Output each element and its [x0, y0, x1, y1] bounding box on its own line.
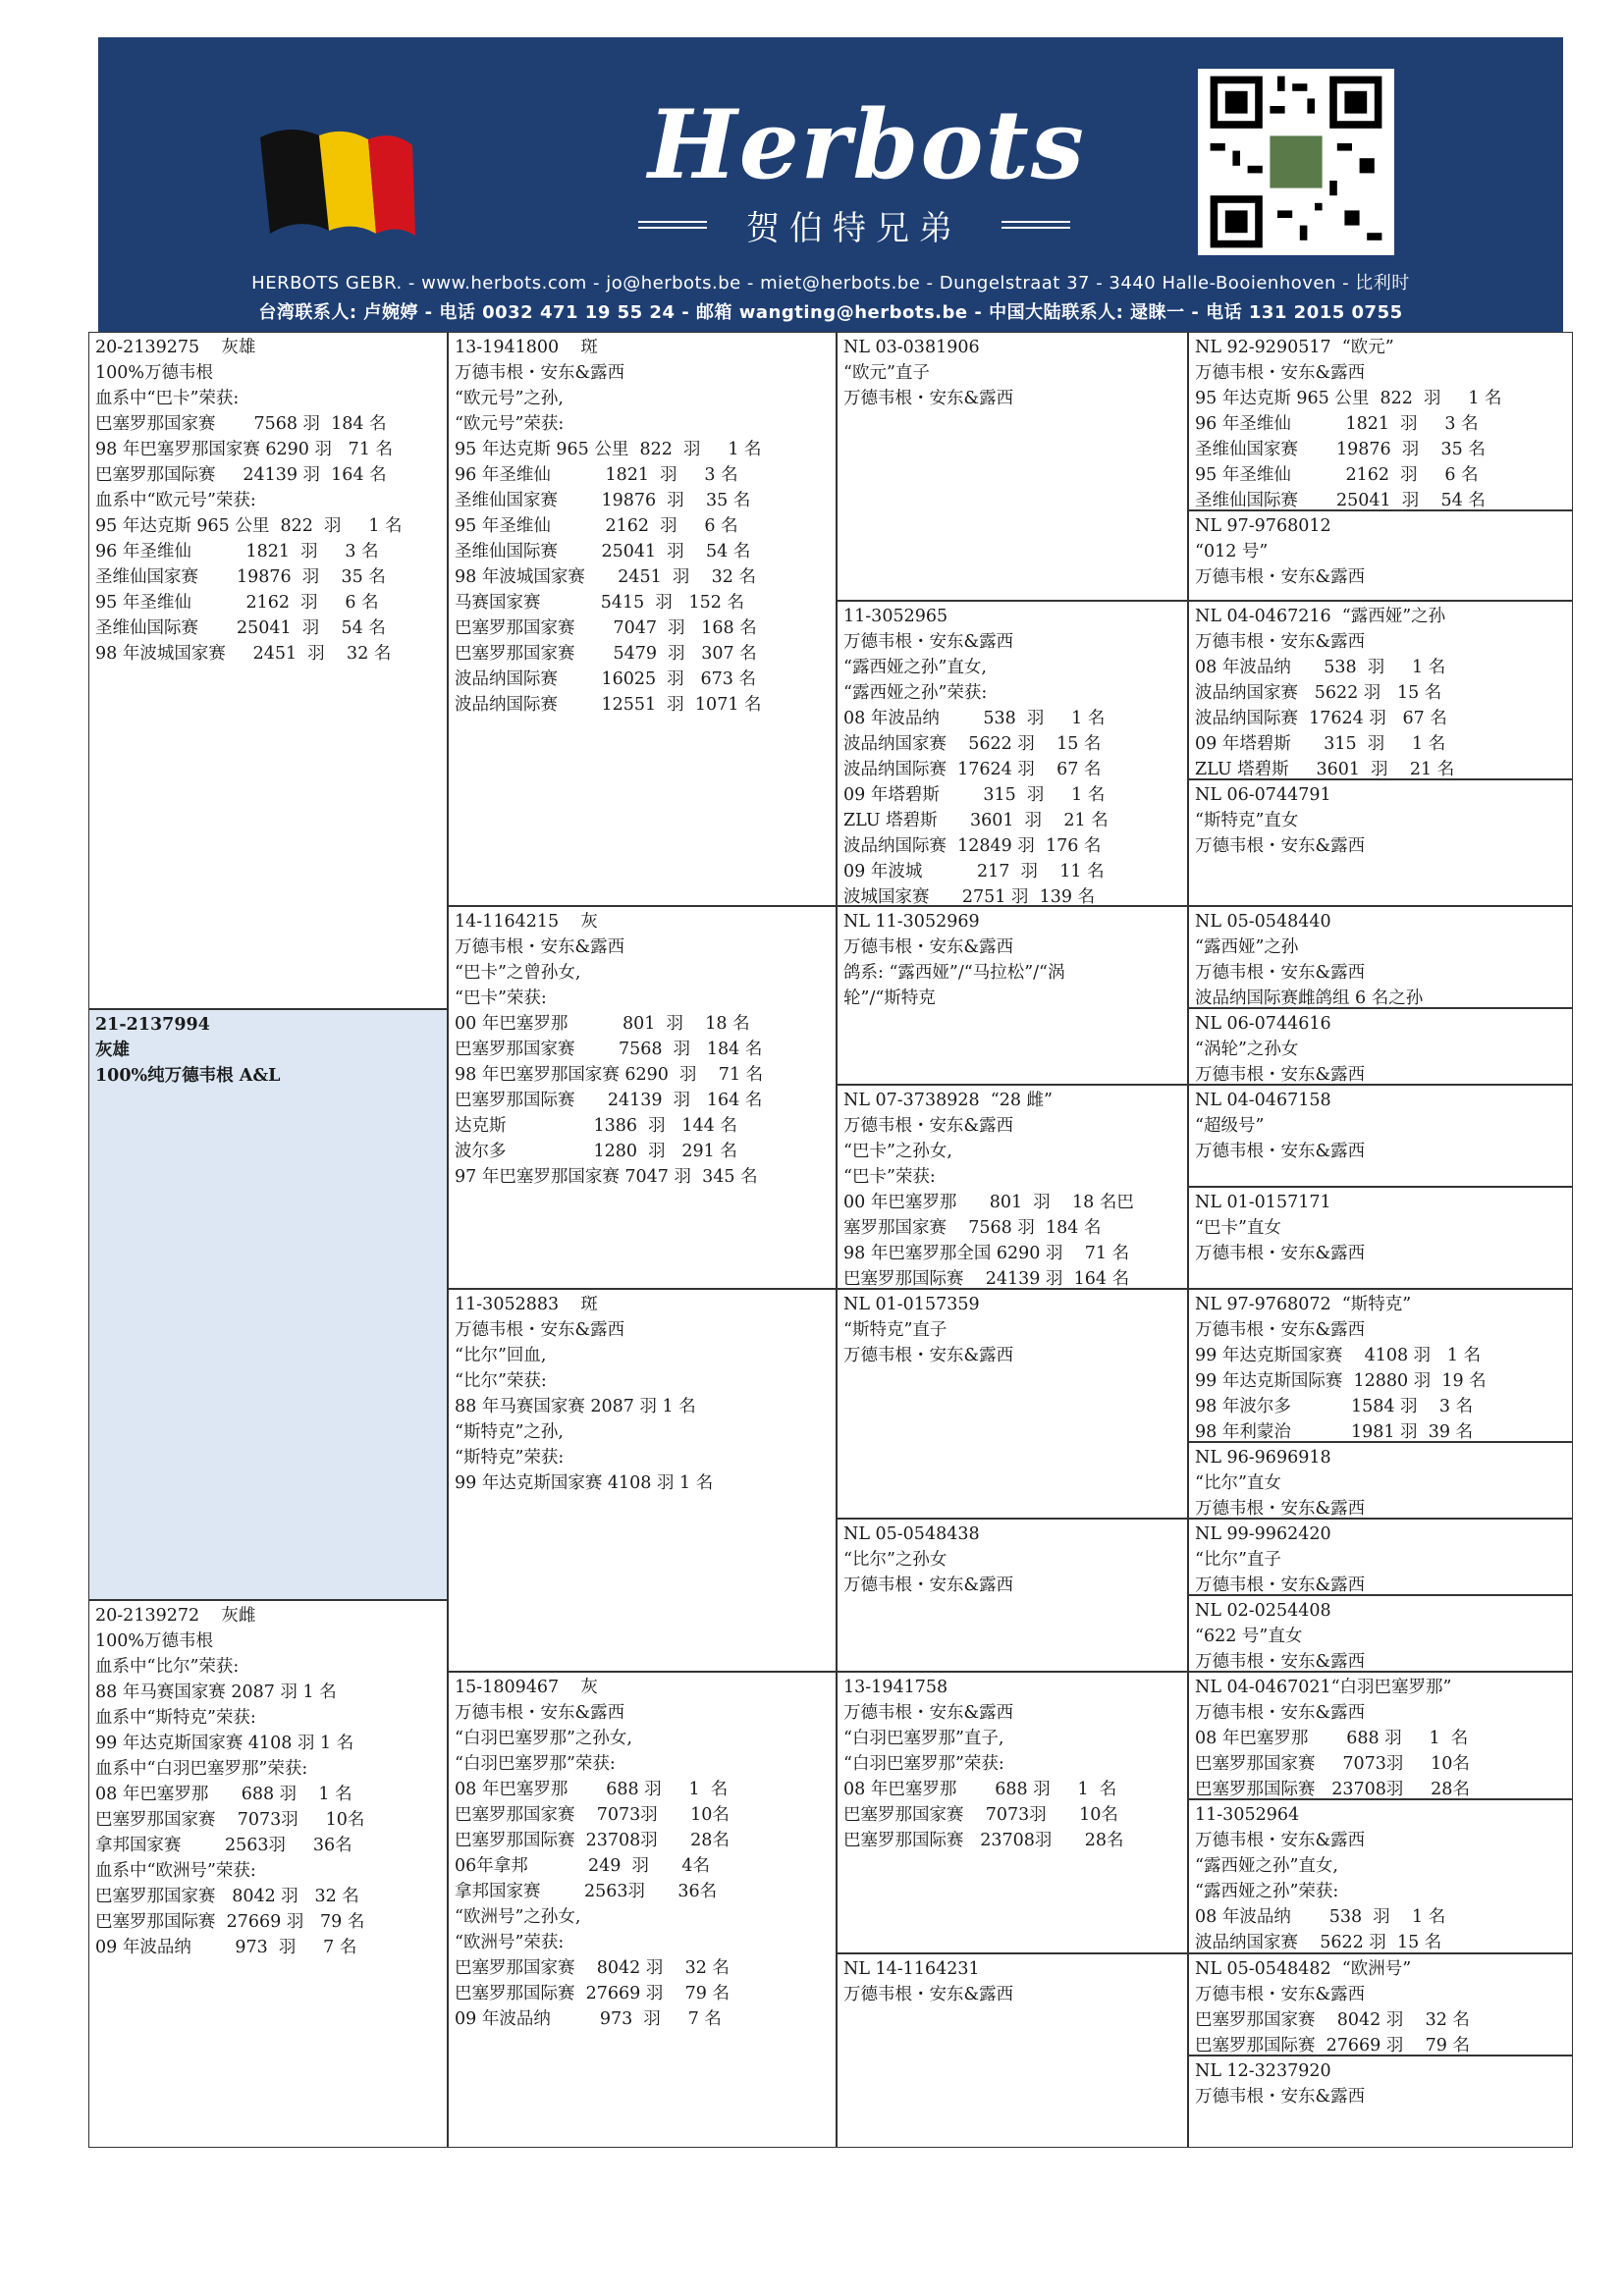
pedigree-line: 96 年圣维仙 1821 羽 3 名: [1195, 414, 1479, 434]
pedigree-line: 99 年达克斯国际赛 12880 羽 19 名: [1195, 1371, 1487, 1391]
pedigree-line: 万德韦根・安东&露西: [1195, 963, 1366, 983]
pedigree-line: ZLU 塔碧斯 3601 羽 21 名: [843, 811, 1109, 830]
pedigree-line: 95 年圣维仙 2162 羽 6 名: [455, 516, 738, 536]
pedigree-line: 波品纳国际赛雌鸽组 6 名之孙: [1195, 988, 1424, 1008]
pedigree-cell-gen4: [1188, 906, 1573, 1008]
pedigree-cell-gen4: [1188, 1289, 1573, 1442]
pedigree-line: 13-1941758: [843, 1678, 948, 1697]
pedigree-line: 14-1164215 灰: [455, 912, 598, 932]
pedigree-line: “622 号”直女: [1195, 1627, 1303, 1646]
pedigree-line: “巴卡”直女: [1195, 1218, 1281, 1238]
pedigree-line: 95 年达克斯 965 公里 822 羽 1 名: [95, 516, 403, 536]
pedigree-cell-gen3: [837, 1953, 1188, 2148]
pedigree-line: 血系中“欧洲号”荣获:: [95, 1861, 256, 1881]
pedigree-cell-gen4: [1188, 1442, 1573, 1519]
pedigree-line: NL 02-0254408: [1195, 1601, 1331, 1621]
pedigree-line: 95 年达克斯 965 公里 822 羽 1 名: [455, 440, 762, 459]
pedigree-line: NL 14-1164231: [843, 1959, 980, 1979]
pedigree-line: 万德韦根・安东&露西: [1195, 1652, 1366, 1672]
pedigree-line: “比尔”荣获:: [455, 1371, 547, 1391]
pedigree-line: 万德韦根・安东&露西: [1195, 632, 1366, 652]
pedigree-line: “欧元”直子: [843, 363, 930, 383]
pedigree-line: 98 年利蒙治 1981 羽 39 名: [1195, 1422, 1474, 1442]
pedigree-line: 万德韦根・安东&露西: [1195, 1065, 1366, 1085]
pedigree-cell-gen4: [1188, 2056, 1573, 2148]
pedigree-line: 圣维仙国家赛 19876 羽 35 名: [1195, 440, 1486, 459]
pedigree-line: 万德韦根・安东&露西: [843, 632, 1014, 652]
pedigree-cell-gen3: [837, 601, 1188, 906]
pedigree-line: 万德韦根・安东&露西: [843, 1703, 1014, 1723]
pedigree-line: 万德韦根・安东&露西: [1195, 836, 1366, 856]
pedigree-line: 塞罗那国家赛 7568 羽 184 名: [843, 1218, 1102, 1238]
pedigree-line: “欧元号”荣获:: [455, 414, 565, 434]
pedigree-line: 轮”/“斯特克: [843, 988, 936, 1008]
pedigree-line: 万德韦根・安东&露西: [1195, 1985, 1366, 2004]
pedigree-line: 万德韦根・安东&露西: [455, 363, 625, 383]
pedigree-cell-gen4: [1188, 1672, 1573, 1799]
pedigree-line: 血系中“白羽巴塞罗那”荣获:: [95, 1759, 308, 1779]
pedigree-line: “露西娅”之孙: [1195, 937, 1299, 957]
pedigree-line: 万德韦根・安东&露西: [455, 1320, 625, 1340]
pedigree-cell-dam: [88, 1600, 448, 2148]
pedigree-line: 巴塞罗那国际赛 27669 羽 79 名: [455, 1984, 730, 2003]
pedigree-line: 万德韦根・安东&露西: [1195, 1320, 1366, 1340]
pedigree-line: 09 年波品纳 973 羽 7 名: [455, 2009, 722, 2029]
pedigree-cell-gen2: [448, 906, 837, 1289]
pedigree-line: “比尔”回血,: [455, 1346, 547, 1365]
pedigree-line: 万德韦根・安东&露西: [843, 389, 1014, 408]
pedigree-line: 99 年达克斯国家赛 4108 羽 1 名: [1195, 1346, 1482, 1365]
pedigree-line: 11-3052965: [843, 607, 948, 626]
pedigree-line: 圣维仙国际赛 25041 羽 54 名: [455, 542, 751, 561]
pedigree-cell-gen3: [837, 1085, 1188, 1289]
pedigree-line: “欧元号”之孙,: [455, 389, 564, 408]
pedigree-line: 98 年波城国家赛 2451 羽 32 名: [455, 567, 756, 587]
pedigree-line: 00 年巴塞罗那 801 羽 18 名巴: [843, 1193, 1134, 1212]
qr-code-icon: [1198, 69, 1394, 255]
pedigree-line: NL 01-0157171: [1195, 1193, 1331, 1212]
pedigree-line: “欧洲号”之孙女,: [455, 1907, 581, 1927]
pedigree-line: 波品纳国际赛 17624 羽 67 名: [1195, 709, 1447, 728]
pedigree-line: 100%纯万德韦根 A&L: [95, 1066, 281, 1086]
pedigree-line: 97 年巴塞罗那国家赛 7047 羽 345 名: [455, 1167, 758, 1187]
pedigree-line: “巴卡”之孙女,: [843, 1142, 952, 1161]
pedigree-cell-gen2: [448, 1289, 837, 1672]
pedigree-line: 08 年波品纳 538 羽 1 名: [1195, 1907, 1446, 1927]
pedigree-line: 血系中“欧元号”荣获:: [95, 491, 256, 510]
pedigree-line: “白羽巴塞罗那”荣获:: [455, 1754, 616, 1774]
pedigree-cell-gen4: [1188, 779, 1573, 906]
pedigree-line: 万德韦根・安东&露西: [843, 937, 1014, 957]
pedigree-line: “超级号”: [1195, 1116, 1265, 1136]
belgian-flag-icon: [250, 118, 417, 245]
pedigree-line: NL 05-0548482 “欧洲号”: [1195, 1959, 1412, 1979]
pedigree-line: 08 年波品纳 538 羽 1 名: [843, 709, 1106, 728]
pedigree-line: NL 96-9696918: [1195, 1448, 1331, 1468]
pedigree-cell-gen4: [1188, 601, 1573, 779]
pedigree-line: 巴塞罗那国家赛 8042 羽 32 名: [95, 1887, 359, 1906]
pedigree-cell-gen4: [1188, 510, 1573, 601]
pedigree-line: 万德韦根・安东&露西: [843, 1116, 1014, 1136]
pedigree-line: 万德韦根・安东&露西: [1195, 1499, 1366, 1519]
pedigree-cell-subject: [88, 1009, 448, 1600]
pedigree-line: 波品纳国家赛 5622 羽 15 名: [1195, 683, 1442, 703]
pedigree-line: NL 01-0157359: [843, 1295, 980, 1314]
pedigree-line: 88 年马赛国家赛 2087 羽 1 名: [95, 1682, 337, 1702]
pedigree-line: 鸽系: “露西娅”/“马拉松”/“涡: [843, 963, 1065, 983]
pedigree-line: 波城国家赛 2751 羽 139 名: [843, 887, 1096, 906]
pedigree-line: 血系中“斯特克”荣获:: [95, 1708, 256, 1728]
pedigree-cell-gen4: [1188, 1519, 1573, 1595]
pedigree-cell-gen4: [1188, 1187, 1573, 1289]
pedigree-cell-gen4: [1188, 1953, 1573, 2056]
pedigree-line: 11-3052883 斑: [455, 1295, 598, 1314]
pedigree-line: 马赛国家赛 5415 羽 152 名: [455, 593, 745, 613]
pedigree-cell-gen4: [1188, 1799, 1573, 1953]
pedigree-line: 96 年圣维仙 1821 羽 3 名: [95, 542, 379, 561]
pedigree-line: NL 11-3052969: [843, 912, 980, 932]
pedigree-line: ZLU 塔碧斯 3601 羽 21 名: [1195, 760, 1455, 779]
pedigree-line: NL 06-0744616: [1195, 1014, 1331, 1034]
pedigree-line: 波品纳国际赛 12551 羽 1071 名: [455, 695, 762, 715]
pedigree-line: “露西娅之孙”荣获:: [1195, 1882, 1339, 1901]
pedigree-line: “露西娅之孙”直女,: [843, 658, 987, 677]
pedigree-line: “比尔”直子: [1195, 1550, 1281, 1570]
pedigree-line: “比尔”直女: [1195, 1473, 1281, 1493]
pedigree-line: 98 年巴塞罗那国家赛 6290 羽 71 名: [95, 440, 394, 459]
pedigree-line: 巴塞罗那国家赛 7073羽 10名: [1195, 1754, 1470, 1774]
pedigree-line: 圣维仙国家赛 19876 羽 35 名: [455, 491, 751, 510]
pedigree-line: 万德韦根・安东&露西: [1195, 363, 1366, 383]
pedigree-line: NL 04-0467021“白羽巴塞罗那”: [1195, 1678, 1452, 1697]
pedigree-line: “012 号”: [1195, 542, 1269, 561]
pedigree-line: 灰雄: [95, 1041, 130, 1060]
pedigree-line: 巴塞罗那国家赛 7047 羽 168 名: [455, 618, 757, 638]
pedigree-table: [88, 332, 1573, 2148]
pedigree-line: 99 年达克斯国家赛 4108 羽 1 名: [455, 1473, 714, 1493]
pedigree-line: 21-2137994: [95, 1015, 210, 1035]
pedigree-line: 波品纳国际赛 17624 羽 67 名: [843, 760, 1102, 779]
pedigree-line: 08 年巴塞罗那 688 羽 1 名: [1195, 1729, 1469, 1748]
pedigree-line: 波尔多 1280 羽 291 名: [455, 1142, 737, 1161]
pedigree-line: “巴卡”荣获:: [843, 1167, 936, 1187]
pedigree-line: NL 04-0467158: [1195, 1091, 1331, 1110]
pedigree-line: NL 03-0381906: [843, 338, 980, 357]
pedigree-line: “涡轮”之孙女: [1195, 1040, 1299, 1059]
pedigree-line: NL 92-9290517 “欧元”: [1195, 338, 1394, 357]
pedigree-line: 09 年波城 217 羽 11 名: [843, 862, 1105, 881]
pedigree-line: 巴塞罗那国际赛 24139 羽 164 名: [95, 465, 387, 485]
pedigree-line: “露西娅之孙”直女,: [1195, 1856, 1338, 1876]
pedigree-line: 100%万德韦根: [95, 363, 214, 383]
logo-word: Herbots: [648, 89, 1086, 200]
pedigree-line: 巴塞罗那国家赛 7073羽 10名: [95, 1810, 365, 1830]
pedigree-line: 06年拿邦 249 羽 4名: [455, 1856, 710, 1876]
pedigree-line: 08 年巴塞罗那 688 羽 1 名: [843, 1780, 1117, 1799]
pedigree-line: 巴塞罗那国际赛 27669 羽 79 名: [1195, 2036, 1470, 2056]
pedigree-line: 巴塞罗那国家赛 7568 羽 184 名: [455, 1040, 763, 1059]
pedigree-line: 09 年塔碧斯 315 羽 1 名: [843, 785, 1106, 805]
pedigree-line: 圣维仙国家赛 19876 羽 35 名: [95, 567, 386, 587]
pedigree-line: 98 年波尔多 1584 羽 3 名: [1195, 1397, 1474, 1416]
pedigree-line: NL 99-9962420: [1195, 1524, 1331, 1544]
pedigree-line: 96 年圣维仙 1821 羽 3 名: [455, 465, 738, 485]
pedigree-line: 圣维仙国际赛 25041 羽 54 名: [95, 618, 386, 638]
pedigree-line: 波品纳国家赛 5622 羽 15 名: [843, 734, 1102, 754]
pedigree-line: 万德韦根・安东&露西: [843, 1575, 1014, 1595]
pedigree-line: “斯特克”直子: [843, 1320, 947, 1340]
pedigree-line: 00 年巴塞罗那 801 羽 18 名: [455, 1014, 750, 1034]
header-banner: [98, 37, 1563, 332]
pedigree-line: 巴塞罗那国际赛 23708羽 28名: [843, 1831, 1124, 1850]
pedigree-line: 08 年巴塞罗那 688 羽 1 名: [95, 1785, 352, 1804]
pedigree-line: “露西娅之孙”荣获:: [843, 683, 988, 703]
pedigree-cell-gen2: [448, 1672, 837, 2148]
pedigree-line: 万德韦根・安东&露西: [843, 1985, 1014, 2004]
pedigree-cell-gen4: [1188, 332, 1573, 510]
pedigree-line: 达克斯 1386 羽 144 名: [455, 1116, 737, 1136]
pedigree-line: 88 年马赛国家赛 2087 羽 1 名: [455, 1397, 696, 1416]
pedigree-line: NL 04-0467216 “露西娅”之孙: [1195, 607, 1446, 626]
pedigree-line: NL 12-3237920: [1195, 2061, 1331, 2081]
pedigree-line: 万德韦根・安东&露西: [455, 1703, 625, 1723]
pedigree-line: 100%万德韦根: [95, 1631, 214, 1651]
pedigree-line: 98 年巴塞罗那国家赛 6290 羽 71 名: [455, 1065, 764, 1085]
contact-line-1: HERBOTS GEBR. - www.herbots.com - jo@herbots.be - miet@herbots.be - Dungelstraat 37 - 3440 Halle-Booienhoven - 比利时: [251, 273, 1410, 294]
pedigree-line: NL 07-3738928 “28 雌”: [843, 1091, 1053, 1110]
pedigree-cell-gen3: [837, 332, 1188, 601]
pedigree-line: “比尔”之孙女: [843, 1550, 947, 1570]
pedigree-cell-gen4: [1188, 1008, 1573, 1085]
pedigree-line: 巴塞罗那国家赛 7568 羽 184 名: [95, 414, 387, 434]
pedigree-line: 09 年波品纳 973 羽 7 名: [95, 1938, 357, 1957]
logo-chinese-name: 贺伯特兄弟: [648, 201, 1060, 249]
pedigree-line: 巴塞罗那国家赛 7073羽 10名: [455, 1805, 730, 1825]
pedigree-line: 09 年塔碧斯 315 羽 1 名: [1195, 734, 1446, 754]
pedigree-cell-gen3: [837, 906, 1188, 1085]
pedigree-line: “白羽巴塞罗那”之孙女,: [455, 1729, 632, 1748]
pedigree-line: “白羽巴塞罗那”荣获:: [843, 1754, 1004, 1774]
pedigree-line: 万德韦根・安东&露西: [1195, 1142, 1366, 1161]
pedigree-line: 巴塞罗那国际赛 24139 羽 164 名: [843, 1269, 1130, 1289]
pedigree-line: 巴塞罗那国际赛 23708羽 28名: [1195, 1780, 1470, 1799]
pedigree-line: 95 年圣维仙 2162 羽 6 名: [1195, 465, 1479, 485]
pedigree-line: 95 年圣维仙 2162 羽 6 名: [95, 593, 379, 613]
pedigree-line: 巴塞罗那国家赛 7073羽 10名: [843, 1805, 1118, 1825]
pedigree-line: 98 年波城国家赛 2451 羽 32 名: [95, 644, 392, 664]
pedigree-line: 99 年达克斯国家赛 4108 羽 1 名: [95, 1734, 354, 1753]
pedigree-line: 圣维仙国际赛 25041 羽 54 名: [1195, 491, 1486, 510]
pedigree-line: 巴塞罗那国家赛 8042 羽 32 名: [455, 1958, 730, 1978]
pedigree-line: 巴塞罗那国际赛 24139 羽 164 名: [455, 1091, 763, 1110]
pedigree-line: “欧洲号”荣获:: [455, 1933, 565, 1952]
pedigree-line: 13-1941800 斑: [455, 338, 598, 357]
pedigree-line: “巴卡”之曾孙女,: [455, 963, 581, 983]
pedigree-cell-gen4: [1188, 1595, 1573, 1672]
pedigree-line: 万德韦根・安东&露西: [1195, 1244, 1366, 1263]
pedigree-line: 15-1809467 灰: [455, 1678, 598, 1697]
pedigree-cell-gen4: [1188, 1085, 1573, 1187]
pedigree-line: 波品纳国际赛 12849 羽 176 名: [843, 836, 1102, 856]
pedigree-line: 98 年巴塞罗那全国 6290 羽 71 名: [843, 1244, 1130, 1263]
pedigree-cell-sire: [88, 332, 448, 1009]
pedigree-line: “斯特克”荣获:: [455, 1448, 565, 1468]
pedigree-line: 20-2139275 灰雄: [95, 338, 256, 357]
pedigree-line: 万德韦根・安东&露西: [1195, 567, 1366, 587]
pedigree-cell-gen3: [837, 1289, 1188, 1519]
pedigree-line: NL 97-9768072 “斯特克”: [1195, 1295, 1412, 1314]
pedigree-line: “斯特克”直女: [1195, 811, 1299, 830]
pedigree-cell-gen3: [837, 1672, 1188, 1953]
pedigree-line: 万德韦根・安东&露西: [1195, 1703, 1366, 1723]
pedigree-line: 血系中“比尔”荣获:: [95, 1657, 240, 1677]
pedigree-line: “斯特克”之孙,: [455, 1422, 564, 1442]
pedigree-cell-gen2: [448, 332, 837, 906]
pedigree-line: 巴塞罗那国家赛 5479 羽 307 名: [455, 644, 757, 664]
pedigree-cell-gen3: [837, 1519, 1188, 1672]
pedigree-line: 万德韦根・安东&露西: [1195, 1831, 1366, 1850]
pedigree-line: 20-2139272 灰雌: [95, 1606, 256, 1626]
pedigree-line: 波品纳国际赛 16025 羽 673 名: [455, 669, 756, 689]
pedigree-line: NL 06-0744791: [1195, 785, 1331, 805]
pedigree-line: 95 年达克斯 965 公里 822 羽 1 名: [1195, 389, 1502, 408]
pedigree-line: 巴塞罗那国家赛 8042 羽 32 名: [1195, 2010, 1470, 2030]
brand-logo: [648, 89, 1086, 249]
pedigree-line: 万德韦根・安东&露西: [1195, 1575, 1366, 1595]
pedigree-line: 波品纳国家赛 5622 羽 15 名: [1195, 1933, 1442, 1952]
pedigree-line: “白羽巴塞罗那”直子,: [843, 1729, 1004, 1748]
contact-line-2: 台湾联系人: 卢婉婷 - 电话 0032 471 19 55 24 - 邮箱 wangting@herbots.be - 中国大陆联系人: 逯睐一 - 电话 131 2015 0755: [258, 302, 1403, 323]
pedigree-line: 万德韦根・安东&露西: [1195, 2087, 1366, 2107]
pedigree-line: 巴塞罗那国际赛 23708羽 28名: [455, 1831, 730, 1850]
pedigree-line: NL 97-9768012: [1195, 516, 1331, 536]
pedigree-line: NL 05-0548438: [843, 1524, 980, 1544]
pedigree-line: 拿邦国家赛 2563羽 36名: [455, 1882, 718, 1901]
pedigree-line: “巴卡”荣获:: [455, 988, 547, 1008]
pedigree-line: 08 年巴塞罗那 688 羽 1 名: [455, 1780, 729, 1799]
pedigree-line: 拿邦国家赛 2563羽 36名: [95, 1836, 352, 1855]
pedigree-line: 巴塞罗那国际赛 27669 羽 79 名: [95, 1912, 365, 1932]
pedigree-line: 万德韦根・安东&露西: [843, 1346, 1014, 1365]
pedigree-line: 血系中“巴卡”荣获:: [95, 389, 240, 408]
pedigree-line: NL 05-0548440: [1195, 912, 1331, 932]
pedigree-line: 08 年波品纳 538 羽 1 名: [1195, 658, 1446, 677]
pedigree-line: 11-3052964: [1195, 1805, 1300, 1825]
pedigree-line: 万德韦根・安东&露西: [455, 937, 625, 957]
